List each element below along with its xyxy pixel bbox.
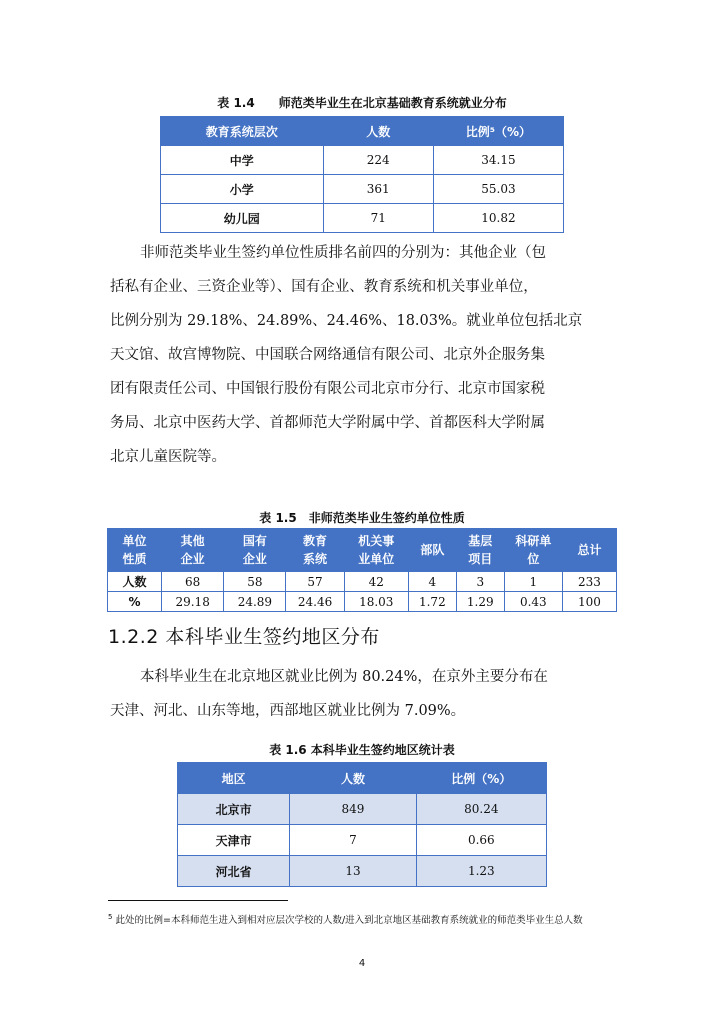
paragraph-line: 比例分别为 29.18%、24.89%、24.46%、18.03%。就业单位包括北京: [110, 313, 583, 329]
header-text: 国有 企业: [242, 534, 267, 566]
footnote-divider: [108, 900, 288, 901]
header-text: 机关事 业单位: [358, 534, 395, 566]
header-cell: [456, 529, 504, 572]
table-row: [161, 146, 564, 175]
table-cell: 34.15: [433, 146, 563, 175]
table-cell: 849: [290, 794, 416, 825]
row-label: 天津市: [178, 825, 290, 856]
header-cell: [408, 529, 456, 572]
header-cell: 比例⁵（%）: [433, 117, 563, 146]
header-cell: [286, 529, 344, 572]
footnote: [108, 910, 618, 928]
table-row: [178, 856, 547, 887]
table-cell: 24.89: [224, 592, 286, 612]
body-paragraph: [110, 660, 616, 728]
paragraph-line: 北京儿童医院等。: [110, 449, 226, 465]
row-label: %: [108, 592, 162, 612]
table-cell: 100: [562, 592, 616, 612]
table-cell: 68: [162, 572, 224, 592]
table-cell: 57: [286, 572, 344, 592]
table-cell: 42: [344, 572, 408, 592]
header-cell: [162, 529, 224, 572]
paragraph-line: 务局、北京中医药大学、首都师范大学附属中学、首都医科大学附属: [110, 415, 545, 431]
page-number: 4: [358, 958, 366, 969]
table-1-6: [177, 762, 547, 887]
paragraph-line: 团有限责任公司、中国银行股份有限公司北京市分行、北京市国家税: [110, 381, 545, 397]
body-paragraph: [110, 236, 616, 474]
table-cell: 7: [290, 825, 416, 856]
header-text: 总计: [577, 543, 602, 557]
header-text: 其他 企业: [180, 534, 205, 566]
row-label: 河北省: [178, 856, 290, 887]
header-text: 教育 系统: [303, 534, 328, 566]
row-label: 中学: [161, 146, 324, 175]
footnote-mark: 5: [108, 913, 113, 921]
header-text: 科研单 位: [515, 534, 552, 566]
table-cell: 0.66: [416, 825, 546, 856]
header-cell: 教育系统层次: [161, 117, 324, 146]
header-cell: 人数: [323, 117, 433, 146]
header-cell: [224, 529, 286, 572]
header-cell: [344, 529, 408, 572]
table-row: [108, 572, 617, 592]
header-text: 基层 项目: [468, 534, 493, 566]
table-header-row: [161, 117, 564, 146]
header-cell: 人数: [290, 763, 416, 794]
table-cell: 1: [504, 572, 562, 592]
table-cell: 18.03: [344, 592, 408, 612]
table-cell: 24.46: [286, 592, 344, 612]
table-cell: 10.82: [433, 204, 563, 233]
table-cell: 361: [323, 175, 433, 204]
header-text: 部队: [420, 543, 445, 557]
table-1-6-caption: 表 1.6 本科毕业生签约地区统计表: [269, 743, 455, 757]
header-text: 单位 性质: [122, 534, 147, 566]
table-row: [108, 592, 617, 612]
paragraph-line: 本科毕业生在北京地区就业比例为 80.24%，在京外主要分布在: [140, 669, 548, 685]
table-cell: 0.43: [504, 592, 562, 612]
table-row: [161, 175, 564, 204]
table-cell: 4: [408, 572, 456, 592]
table-cell: 3: [456, 572, 504, 592]
table-cell: 71: [323, 204, 433, 233]
table-1-4: [160, 116, 564, 233]
row-label: 小学: [161, 175, 324, 204]
header-cell: 比例（%）: [416, 763, 546, 794]
table-cell: 80.24: [416, 794, 546, 825]
section-heading: 1.2.2 本科毕业生签约地区分布: [108, 626, 380, 648]
table-cell: 233: [562, 572, 616, 592]
paragraph-line: 括私有企业、三资企业等）、国有企业、教育系统和机关事业单位，: [110, 279, 538, 295]
table-row: [178, 825, 547, 856]
table-cell: 224: [323, 146, 433, 175]
table-1-4-caption: 表 1.4 师范类毕业生在北京基础教育系统就业分布: [217, 96, 507, 110]
footnote-text: 此处的比例=本科师范生进入到相对应层次学校的人数/进入到北京地区基础教育系统就业的师范类毕业生总人数: [112, 915, 583, 927]
table-header-row: [178, 763, 547, 794]
table-cell: 1.23: [416, 856, 546, 887]
paragraph-line: 非师范类毕业生签约单位性质排名前四的分别为：其他企业（包: [140, 245, 546, 261]
table-cell: 58: [224, 572, 286, 592]
row-label: 幼儿园: [161, 204, 324, 233]
table-cell: 13: [290, 856, 416, 887]
header-cell: [562, 529, 616, 572]
paragraph-line: 天津、河北、山东等地，西部地区就业比例为 7.09%。: [110, 703, 466, 719]
table-cell: 29.18: [162, 592, 224, 612]
row-label: 人数: [108, 572, 162, 592]
table-1-5-caption: 表 1.5 非师范类毕业生签约单位性质: [259, 511, 465, 525]
table-cell: 55.03: [433, 175, 563, 204]
header-cell: [108, 529, 162, 572]
table-1-5: [107, 528, 617, 612]
table-cell: 1.72: [408, 592, 456, 612]
row-label: 北京市: [178, 794, 290, 825]
paragraph-line: 天文馆、故宫博物院、中国联合网络通信有限公司、北京外企服务集: [110, 347, 545, 363]
table-header-row: [108, 529, 617, 572]
header-cell: [504, 529, 562, 572]
table-cell: 1.29: [456, 592, 504, 612]
header-cell: 地区: [178, 763, 290, 794]
table-row: [178, 794, 547, 825]
table-row: [161, 204, 564, 233]
